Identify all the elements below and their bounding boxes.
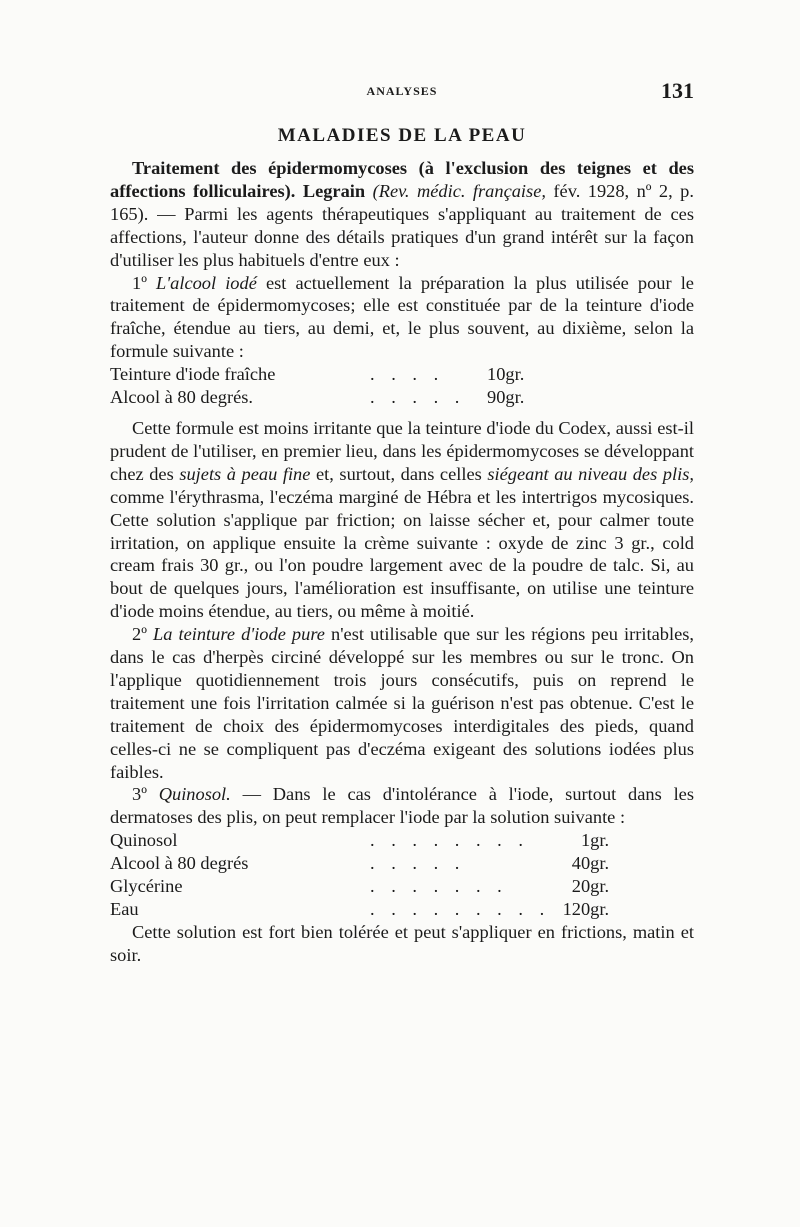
ingredient-name: Eau xyxy=(110,899,139,919)
ingredient-quantity: 10 xyxy=(487,364,506,385)
ingredient-quantity: 40 xyxy=(571,853,591,874)
formula-table-1 xyxy=(110,363,524,409)
paragraph-2-text-b: et, surtout, dans celles xyxy=(315,463,482,484)
item-title-1: L'alcool iodé xyxy=(155,272,257,293)
item-title-2: La teinture d'iode pure xyxy=(152,624,325,645)
paragraph-4-text: — Dans le cas d'intolérance à l'iode, surtout dans les dermatoses des plis, on peut remplacer l'iode par la solution suivante : xyxy=(110,784,694,828)
ingredient-name: Alcool à 80 degrés. xyxy=(110,387,253,408)
paragraph-4 xyxy=(110,783,694,829)
item-title-3: Quinosol. xyxy=(158,784,231,805)
paragraph-3-text: n'est utilisable que sur les régions peu irritables, dans le cas d'herpès circiné développé sur les membres ou sur le tronc. On l'applique quotidiennement trois jours consécutifs, puis on reprend le traitement une fois l'irritation calmée si la guérison n'est pas obtenue. C'est le traitement de choix des épidermomycoses interdigitales des pieds, quand celles-ci ne se compliquent pas d'eczéma exigeant des solutions iodées plus faibles. xyxy=(110,624,694,782)
paragraph-5-text: Cette solution est fort bien tolérée et peut s'appliquer en frictions, matin et soir. xyxy=(110,921,694,965)
ingredient-name: Quinosol xyxy=(110,830,178,851)
paragraph-5 xyxy=(110,921,694,967)
ingredient-unit: gr. xyxy=(505,364,525,385)
formula-row xyxy=(110,363,524,386)
section-title: MALADIES DE LA PEAU xyxy=(277,125,527,146)
formula-row xyxy=(110,898,609,921)
author-name: Legrain xyxy=(302,180,366,201)
article-body xyxy=(110,157,694,967)
ingredient-unit: gr. xyxy=(590,853,610,874)
formula-table-2 xyxy=(110,829,609,921)
ingredient-quantity: 120 xyxy=(562,899,591,919)
ingredient-quantity: 20 xyxy=(571,876,591,897)
item-number-3: 3º xyxy=(132,784,147,805)
paragraph-1-text: est actuellement la préparation la plus utilisée pour le traitement de épidermomycoses; elle est constituée par de la teinture d'iode fraîche, étendue au tiers, au demi, et, le plus souvent, au dixième, selon la formule suivante : xyxy=(110,272,694,362)
ingredient-name: Teinture d'iode fraîche xyxy=(110,364,276,385)
ingredient-unit: gr. xyxy=(590,899,610,919)
ingredient-quantity: 90 xyxy=(487,387,506,408)
formula-row xyxy=(110,852,609,875)
formula-row xyxy=(110,875,609,898)
intro-text: fév. 1928, nº 2, p. 165). — Parmi les agents thérapeutiques s'appliquant au traitement de ces affections, l'auteur donne des détails pratiques d'un grand intérêt sur la façon d'utiliser les plus habituels d'entre eux : xyxy=(110,180,694,270)
emphasis-folds: siégeant au niveau des plis, xyxy=(487,463,694,484)
running-title: ANALYSES xyxy=(366,84,438,98)
paragraph-3 xyxy=(110,623,694,783)
ingredient-name: Glycérine xyxy=(110,876,183,897)
leader-dots: . . . . . xyxy=(370,387,466,408)
item-number-2: 2º xyxy=(132,624,147,645)
formula-row xyxy=(110,386,524,409)
emphasis-skin: sujets à peau fine xyxy=(179,463,311,484)
leader-dots: . . . . xyxy=(370,364,445,385)
source-journal: (Rev. médic. française, xyxy=(372,180,546,201)
running-head xyxy=(110,80,694,104)
leader-dots: . . . . . . . . . xyxy=(370,899,551,919)
page-number: 131 xyxy=(661,78,694,103)
ingredient-unit: gr. xyxy=(590,830,610,851)
ingredient-unit: gr. xyxy=(590,876,610,897)
leader-dots: . . . . . . . . xyxy=(370,830,529,851)
article-heading: Traitement des épidermomycoses (à l'exclusion des teignes et des affections folliculaires). xyxy=(110,158,694,201)
paragraph-1 xyxy=(110,272,694,364)
ingredient-name: Alcool à 80 degrés xyxy=(110,853,249,874)
item-number-1: 1º xyxy=(132,272,147,293)
paragraph-2-text-c: comme l'érythrasma, l'eczéma marginé de Hébra et les intertrigos mycosiques. Cette solution s'applique par friction; on laisse sécher et, pour calmer toute irritation, on applique ensuite la crème suivante : oxyde de zinc 3 gr., cold cream frais 30 gr., ou l'on poudre largement avec de la poudre de talc. Si, au bout de quelques jours, l'amélioration est insuffisante, on utilise une teinture d'iode moins étendue, au tiers, ou même à moitié. xyxy=(110,486,694,622)
leader-dots: . . . . . . . xyxy=(370,876,508,897)
leader-dots: . . . . . xyxy=(370,853,466,874)
intro-paragraph xyxy=(110,157,694,272)
formula-row xyxy=(110,829,609,852)
paragraph-2-text-a: Cette formule est moins irritante que la teinture d'iode du Codex, aussi est-il prudent de l'utiliser, en premier lieu, dans les épidermomycoses se développant chez des xyxy=(110,417,694,484)
ingredient-quantity: 1 xyxy=(580,830,591,851)
paragraph-2 xyxy=(110,417,694,623)
ingredient-unit: gr. xyxy=(505,387,525,408)
